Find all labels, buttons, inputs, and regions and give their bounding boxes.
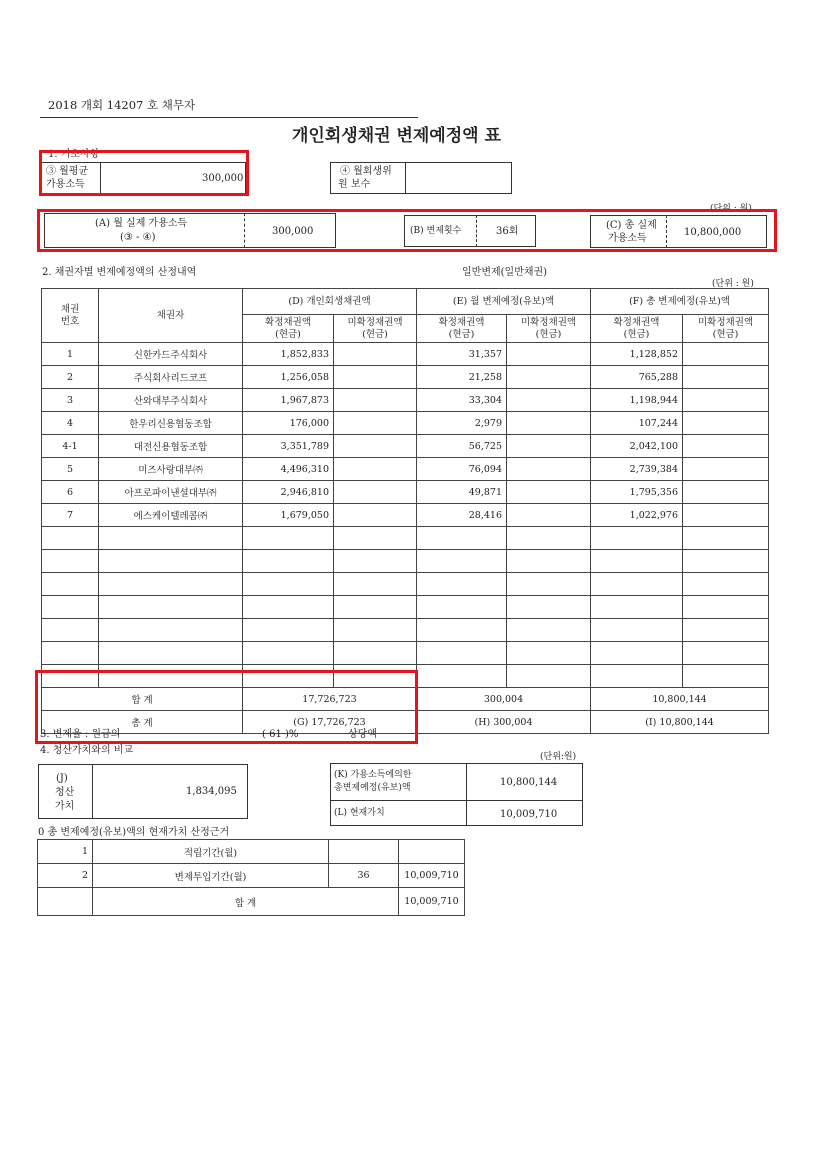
- cell-empty: [417, 527, 507, 550]
- cell-empty: [42, 642, 99, 665]
- table-row: [42, 550, 769, 573]
- present-value-table: [37, 839, 465, 916]
- cell-empty: [591, 573, 683, 596]
- cell-d: 3,351,789: [243, 435, 334, 458]
- cell-empty: [507, 458, 591, 481]
- cell-empty: [591, 527, 683, 550]
- cell-empty: [683, 665, 769, 688]
- cell-empty: [42, 596, 99, 619]
- cell-e: 33,304: [417, 389, 507, 412]
- cell-empty: [507, 596, 591, 619]
- cell-empty: [334, 366, 417, 389]
- monthly-income-label: ③ 월평균: [46, 166, 89, 177]
- cell-e: 49,871: [417, 481, 507, 504]
- cell-empty: [243, 596, 334, 619]
- cell-creditor: 주식회사리드코프: [99, 366, 243, 389]
- section4-unit: (단위:원): [540, 752, 577, 762]
- cell-empty: [683, 642, 769, 665]
- cell-empty: [507, 412, 591, 435]
- b-repay-label: (B) 변제횟수: [410, 226, 462, 236]
- sub-header-e-unconfirmed: 미확정채권액 (현금): [507, 315, 591, 343]
- cell-f: 1,022,976: [591, 504, 683, 527]
- col-header-d: (D) 개인회생채권액: [243, 289, 417, 315]
- cell-empty: [99, 642, 243, 665]
- liquidation-value: 1,834,095: [186, 786, 237, 797]
- table-row: [42, 527, 769, 550]
- cell-empty: [683, 573, 769, 596]
- c-income-label: (C) 총 실제: [606, 220, 657, 231]
- cell-empty: [334, 435, 417, 458]
- highlight-monthly-income: [39, 150, 249, 196]
- liquidation-label-1: (J): [56, 773, 68, 784]
- cell-empty: [334, 573, 417, 596]
- case-line: 2018 개회 14207 호 채무자: [48, 98, 196, 112]
- cell-e: 21,258: [417, 366, 507, 389]
- cell-f: 1,198,944: [591, 389, 683, 412]
- pv-row: [38, 864, 465, 888]
- cell-empty: [334, 596, 417, 619]
- section1-heading: 1. 기초사항: [48, 149, 100, 160]
- a-income-value: 300,000: [272, 226, 314, 237]
- cell-empty: [683, 596, 769, 619]
- table-row: [42, 389, 769, 412]
- cell-empty: [99, 573, 243, 596]
- cell-d: 4,496,310: [243, 458, 334, 481]
- cell-empty: [334, 550, 417, 573]
- monthly-income-label-2: 가용소득: [46, 179, 85, 190]
- pv-row: [38, 840, 465, 864]
- cell-empty: [243, 527, 334, 550]
- cell-empty: [591, 619, 683, 642]
- cell-empty: [507, 389, 591, 412]
- cell-empty: [417, 550, 507, 573]
- cell-empty: [417, 573, 507, 596]
- highlight-income-summary: [37, 209, 777, 252]
- section1-unit: (단위 : 원): [710, 204, 752, 214]
- cell-empty: [591, 550, 683, 573]
- cell-empty: [417, 665, 507, 688]
- cell-no: 5: [42, 458, 99, 481]
- cell-empty: [42, 619, 99, 642]
- cell-empty: [507, 665, 591, 688]
- total-g: (G) 17,726,723: [243, 711, 417, 734]
- l-label: (L) 현재가치: [334, 808, 385, 818]
- cell-empty: [507, 366, 591, 389]
- cell-empty: [42, 550, 99, 573]
- pv-cell-months: [329, 840, 399, 864]
- cell-empty: [683, 366, 769, 389]
- cell-no: 4-1: [42, 435, 99, 458]
- table-row: [42, 366, 769, 389]
- pv-cell-no: 1: [38, 840, 93, 864]
- table-row: [42, 481, 769, 504]
- cell-d: 2,946,810: [243, 481, 334, 504]
- sub-header-e-confirmed: 확정채권액 (현금): [417, 315, 507, 343]
- liquidation-label-2: 청산: [55, 787, 75, 798]
- cell-e: 28,416: [417, 504, 507, 527]
- cell-empty: [683, 504, 769, 527]
- cell-empty: [334, 527, 417, 550]
- pv-cell-value: [399, 840, 465, 864]
- cell-empty: [507, 550, 591, 573]
- col-header-no: 채권 번호: [42, 289, 99, 343]
- a-income-label: (A) 월 실제 가용소득: [95, 218, 188, 229]
- cell-empty: [334, 619, 417, 642]
- cell-empty: [99, 527, 243, 550]
- liquidation-label-3: 가치: [55, 801, 75, 812]
- k-label-2: 총변제예정(유보)액: [334, 783, 411, 793]
- table-row: [42, 573, 769, 596]
- case-line-underline: [40, 117, 418, 118]
- cell-empty: [42, 527, 99, 550]
- cell-creditor: 대전신용협동조합: [99, 435, 243, 458]
- cell-empty: [507, 527, 591, 550]
- cell-empty: [417, 642, 507, 665]
- section2-heading: 2. 채권자별 변제예정액의 산정내역: [42, 267, 197, 278]
- cell-empty: [507, 619, 591, 642]
- cell-empty: [334, 458, 417, 481]
- cell-empty: [334, 481, 417, 504]
- cell-empty: [683, 343, 769, 366]
- sub-header-f-confirmed: 확정채권액 (현금): [591, 315, 683, 343]
- cell-empty: [683, 458, 769, 481]
- repayment-rate-suffix: 상당액: [348, 729, 377, 740]
- cell-empty: [334, 642, 417, 665]
- sub-header-d-confirmed: 확정채권액 (현금): [243, 315, 334, 343]
- col-header-e: (E) 월 변제예정(유보)액: [417, 289, 591, 315]
- c-income-label-2: 가용소득: [608, 233, 647, 244]
- cell-empty: [243, 550, 334, 573]
- trustee-fee-label-2: 원 보수: [338, 179, 371, 190]
- pv-cell-label: 적립기간(월): [93, 840, 329, 864]
- cell-f: 765,288: [591, 366, 683, 389]
- highlight-totals: [35, 670, 418, 744]
- pv-cell-value: 10,009,710: [399, 864, 465, 888]
- pv-sum-label: 합 계: [93, 888, 399, 916]
- cell-e: 76,094: [417, 458, 507, 481]
- cell-empty: [243, 573, 334, 596]
- cell-no: 2: [42, 366, 99, 389]
- table-row: [42, 458, 769, 481]
- cell-empty: [417, 596, 507, 619]
- cell-empty: [507, 573, 591, 596]
- section2-subtitle: 일반변제(일반채권): [462, 267, 548, 278]
- cell-creditor: 미즈사랑대부㈜: [99, 458, 243, 481]
- cell-empty: [507, 642, 591, 665]
- cell-empty: [591, 642, 683, 665]
- cell-no: 7: [42, 504, 99, 527]
- monthly-income-value: 300,000: [202, 173, 244, 184]
- cell-empty: [683, 435, 769, 458]
- b-repay-value: 36회: [496, 226, 519, 237]
- cell-creditor: 한우리신용협동조합: [99, 412, 243, 435]
- col-header-creditor: 채권자: [99, 289, 243, 343]
- sum-label: 합 계: [42, 688, 243, 711]
- cell-empty: [591, 665, 683, 688]
- cell-empty: [334, 504, 417, 527]
- cell-f: 1,795,356: [591, 481, 683, 504]
- cell-empty: [334, 389, 417, 412]
- cell-empty: [507, 481, 591, 504]
- cell-creditor: 아프로파이낸셜대부㈜: [99, 481, 243, 504]
- l-value: 10,009,710: [500, 809, 558, 820]
- cell-empty: [683, 412, 769, 435]
- k-label-1: (K) 가용소득에의한: [334, 770, 412, 780]
- cell-d: 176,000: [243, 412, 334, 435]
- cell-no: 1: [42, 343, 99, 366]
- cell-empty: [99, 596, 243, 619]
- section4-heading: 4. 청산가치와의 비교: [40, 745, 134, 756]
- cell-no: 4: [42, 412, 99, 435]
- cell-empty: [683, 527, 769, 550]
- pv-cell-no: 2: [38, 864, 93, 888]
- c-income-value: 10,800,000: [684, 227, 742, 238]
- page-title: 개인회생채권 변제예정액 표: [292, 126, 501, 146]
- cell-empty: [683, 389, 769, 412]
- table-row: [42, 343, 769, 366]
- table-row: [42, 412, 769, 435]
- cell-empty: [683, 550, 769, 573]
- pv-cell-label: 변제투입기간(월): [93, 864, 329, 888]
- cell-f: 2,739,384: [591, 458, 683, 481]
- section5-heading: 0 총 변제예정(유보)액의 현재가치 산정근거: [38, 827, 230, 838]
- cell-f: 1,128,852: [591, 343, 683, 366]
- cell-empty: [243, 642, 334, 665]
- sub-header-f-unconfirmed: 미확정채권액 (현금): [683, 315, 769, 343]
- cell-no: 6: [42, 481, 99, 504]
- sum-f: 10,800,144: [591, 688, 769, 711]
- total-i: (I) 10,800,144: [591, 711, 769, 734]
- cell-empty: [99, 619, 243, 642]
- cell-creditor: 산와대부주식회사: [99, 389, 243, 412]
- cell-empty: [683, 619, 769, 642]
- sub-header-d-unconfirmed: 미확정채권액 (현금): [334, 315, 417, 343]
- section2-unit: (단위 : 원): [712, 279, 754, 289]
- table-row: [42, 435, 769, 458]
- cell-empty: [334, 343, 417, 366]
- sum-e: 300,004: [417, 688, 591, 711]
- creditor-table: [41, 288, 769, 734]
- cell-empty: [683, 481, 769, 504]
- table-row: [42, 619, 769, 642]
- pv-sum-value: 10,009,710: [399, 888, 465, 916]
- cell-empty: [417, 619, 507, 642]
- cell-d: 1,679,050: [243, 504, 334, 527]
- a-income-label-2: (③ - ④): [120, 232, 156, 243]
- pv-cell-months: 36: [329, 864, 399, 888]
- cell-d: 1,967,873: [243, 389, 334, 412]
- trustee-fee-label: ④ 월회생위: [340, 166, 392, 177]
- cell-empty: [42, 573, 99, 596]
- table-row: [42, 504, 769, 527]
- cell-f: 107,244: [591, 412, 683, 435]
- cell-empty: [243, 619, 334, 642]
- cell-empty: [591, 596, 683, 619]
- cell-empty: [507, 343, 591, 366]
- cell-empty: [507, 435, 591, 458]
- cell-f: 2,042,100: [591, 435, 683, 458]
- table-row: [42, 642, 769, 665]
- total-label: 총 계: [42, 711, 243, 734]
- cell-no: 3: [42, 389, 99, 412]
- sum-d: 17,726,723: [243, 688, 417, 711]
- col-header-f: (F) 총 변제예정(유보)액: [591, 289, 769, 315]
- cell-d: 1,852,833: [243, 343, 334, 366]
- section3-text: 3. 변제율 : 원금의: [40, 729, 121, 740]
- cell-e: 56,725: [417, 435, 507, 458]
- cell-empty: [507, 504, 591, 527]
- k-value: 10,800,144: [500, 777, 558, 788]
- cell-empty: [334, 412, 417, 435]
- cell-d: 1,256,058: [243, 366, 334, 389]
- cell-creditor: 에스케이텔레콤㈜: [99, 504, 243, 527]
- total-h: (H) 300,004: [417, 711, 591, 734]
- cell-e: 2,979: [417, 412, 507, 435]
- cell-creditor: 신한카드주식회사: [99, 343, 243, 366]
- repayment-rate: ( 61 )%: [262, 729, 299, 740]
- cell-e: 31,357: [417, 343, 507, 366]
- table-row: [42, 596, 769, 619]
- cell-empty: [99, 550, 243, 573]
